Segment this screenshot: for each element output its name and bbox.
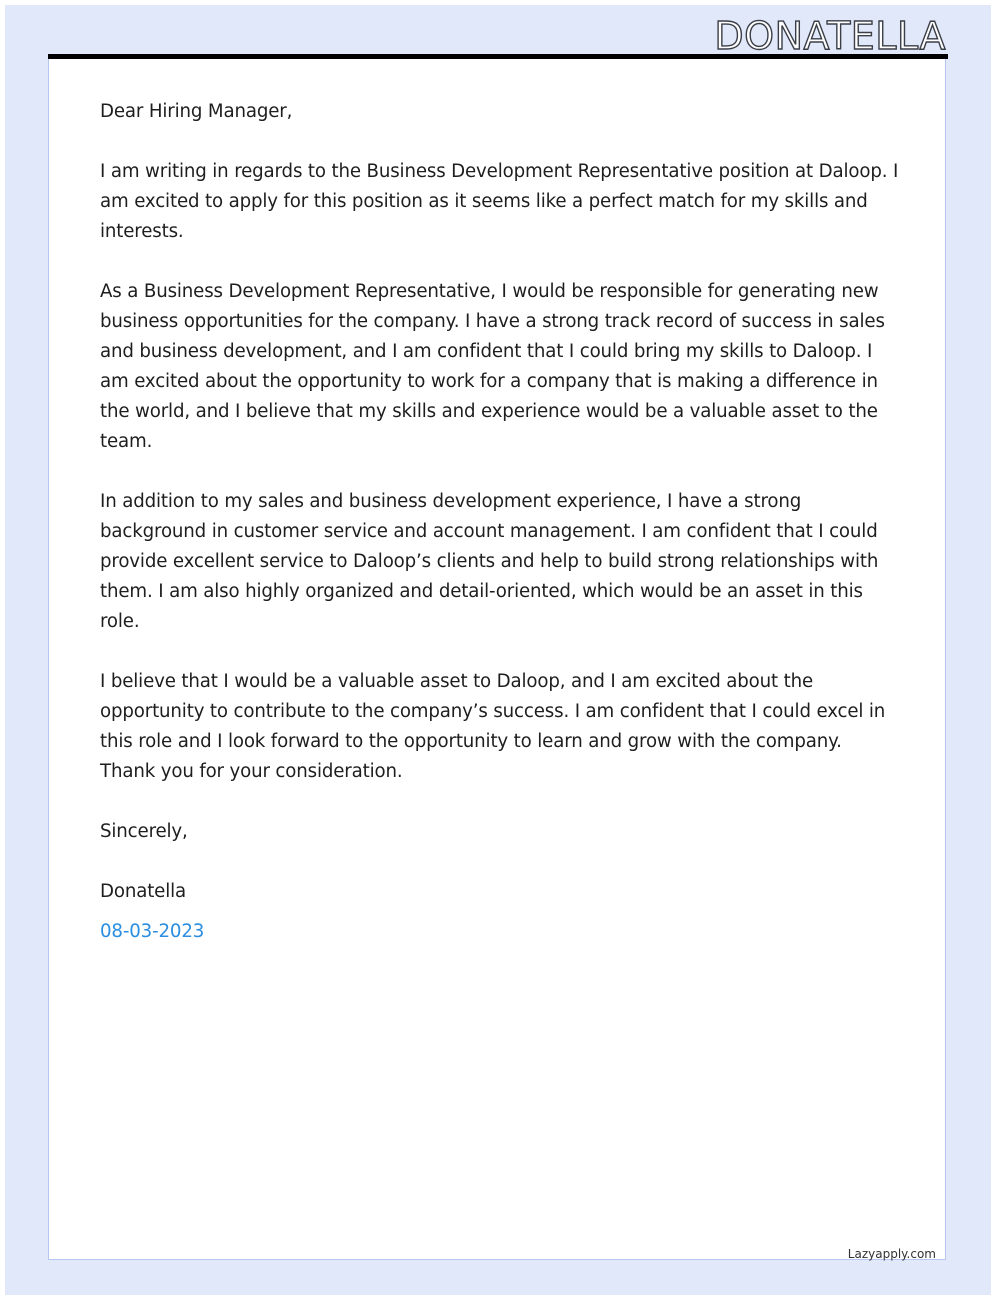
header-name: DONATELLA [714,14,946,58]
letter-paragraph: I believe that I would be a valuable asset to Daloop, and I am excited about the opportunity to contribute to the company’s success. I am confident that I could excel in this role and I look forward to the opportunity to learn and grow with the company. Thank you for your consideration. [100,671,886,782]
salutation: Dear Hiring Manager, [100,101,293,122]
letter-paragraph: As a Business Development Representative, I would be responsible for generating new business opportunities for the company. I have a strong track record of success in sales and business development, and I am confident that I could bring my skills to Daloop. I am excited about the opportunity to work for a company that is making a difference in the world, and I believe that my skills and experience would be a valuable asset to the team. [100,281,885,452]
letter-date: 08-03-2023 [100,921,205,942]
closing: Sincerely, [100,821,188,842]
signature: Donatella [100,881,187,902]
letter-paragraph: I am writing in regards to the Business Development Representative position at Daloop. I am excited to apply for this position as it seems like a perfect match for my skills and interests. [100,161,899,242]
footer-credit: Lazyapply.com [847,1247,936,1261]
letter-body [100,97,900,947]
letter-paragraph: In addition to my sales and business development experience, I have a strong background in customer service and account management. I am confident that I could provide excellent service to Daloop’s clients and help to build strong relationships with them. I am also highly organized and detail-oriented, which would be an asset in this role. [100,491,879,632]
